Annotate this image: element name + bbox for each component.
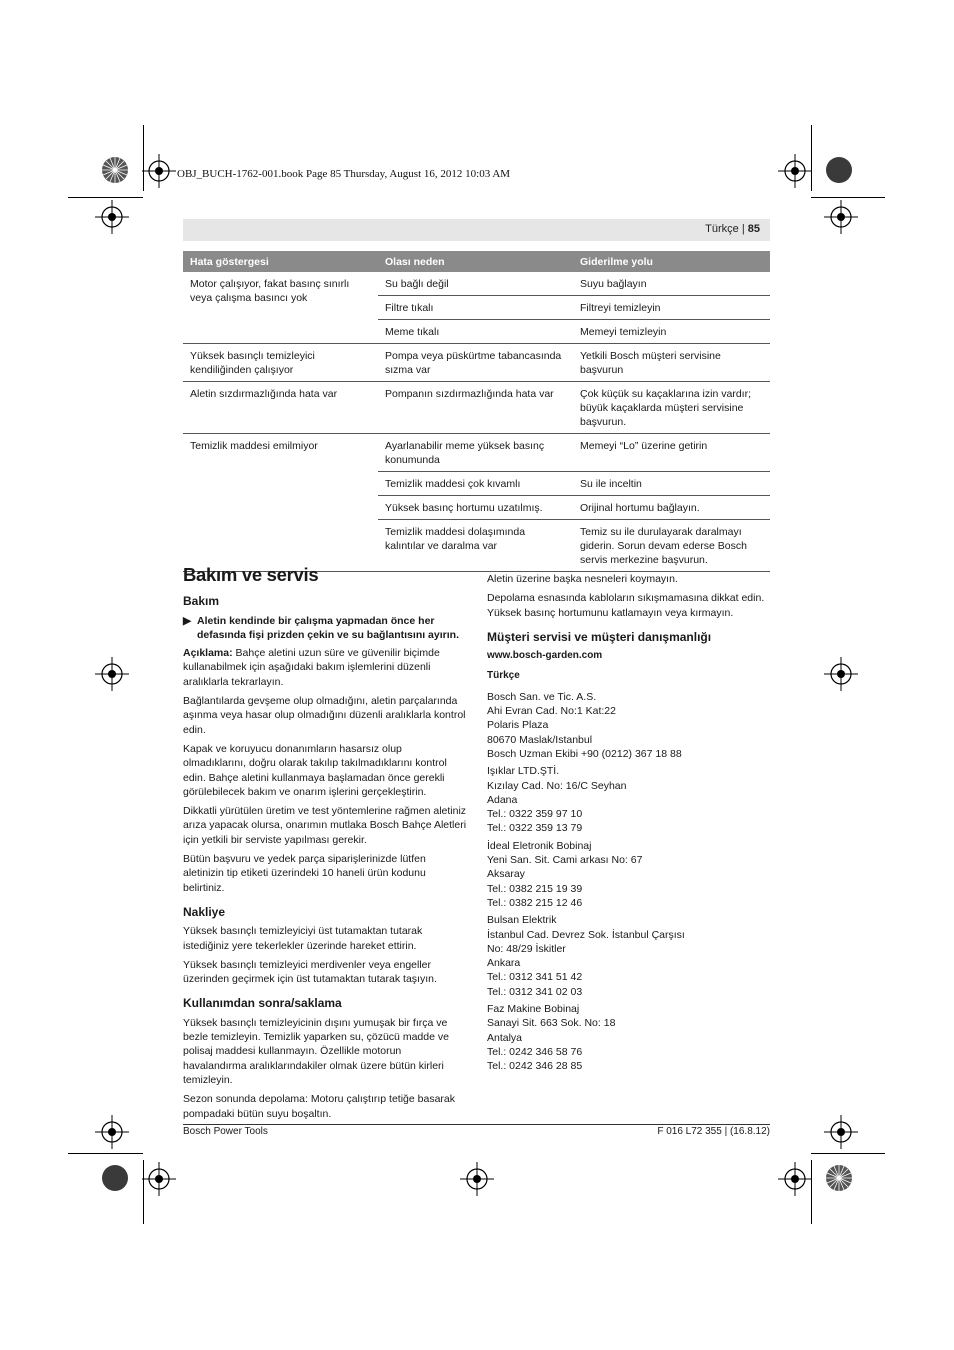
fix-cell: Filtreyi temizleyin — [573, 296, 770, 320]
column-header: Olası neden — [378, 251, 573, 272]
cause-cell: Pompa veya püskürtme tabancasında sızma var — [378, 344, 573, 382]
paragraph: Depolama esnasında kabloların sıkışmamasına dikkat edin. Yüksek basınç hortumunu katlamayın veya kırmayın. — [487, 592, 765, 619]
registration-target-icon — [142, 1162, 176, 1196]
address-line: İstanbul Cad. Devrez Sok. İstanbul Çarşısı — [487, 928, 685, 941]
registration-target-icon — [778, 154, 812, 188]
address-line: Polaris Plaza — [487, 719, 549, 732]
address-line: Tel.: 0312 341 02 03 — [487, 985, 583, 998]
fix-cell: Temiz su ile durulayarak daralmayı giderin. Sorun devam ederse Bosch servis merkezine başvurun. — [573, 520, 770, 572]
footer-divider — [183, 1124, 770, 1125]
symptom-cell: Motor çalışıyor, fakat basınç sınırlı veya çalışma basıncı yok — [190, 278, 350, 304]
address-block — [487, 690, 771, 761]
cause-cell: Pompanın sızdırmazlığında hata var — [378, 382, 573, 434]
address-line: Tel.: 0312 341 51 42 — [487, 971, 583, 984]
paragraph: Bağlantılarda gevşeme olup olmadığını, aletin parçalarında aşınma veya hasar olup olmadığını düzenli aralıklarla kontrol edin. — [183, 695, 466, 736]
address-line: Faz Makine Bobinaj — [487, 1003, 580, 1016]
kullanim-heading: Kullanımdan sonra/saklama — [183, 996, 342, 1011]
address-line: Tel.: 0322 359 97 10 — [487, 808, 583, 821]
footer-brand: Bosch Power Tools — [183, 1126, 268, 1137]
address-line: Tel.: 0322 359 13 79 — [487, 822, 583, 835]
fix-cell: Su ile inceltin — [573, 472, 770, 496]
page-header — [183, 219, 770, 241]
symptom-cell: Yüksek basınçlı temizleyici kendiliğinden çalışıyor — [183, 344, 378, 382]
starburst-target-icon — [825, 1164, 853, 1192]
table-row — [183, 272, 770, 296]
registration-target-icon — [142, 154, 176, 188]
column-header: Hata göstergesi — [183, 251, 378, 272]
registration-target-icon — [460, 1162, 494, 1196]
address-line: No: 48/29 İskitler — [487, 942, 566, 955]
service-heading: Müşteri servisi ve müşteri danışmanlığı — [487, 629, 712, 644]
table-row — [183, 434, 770, 472]
cause-cell: Ayarlanabilir meme yüksek basınç konumunda — [378, 434, 573, 472]
left-column — [183, 564, 467, 1126]
registration-target-icon — [95, 200, 129, 234]
paragraph: Aletin üzerine başka nesneleri koymayın. — [487, 573, 678, 585]
symptom-cell: Temizlik maddesi emilmiyor — [183, 434, 378, 572]
address-line: Sanayi Sit. 663 Sok. No: 18 — [487, 1017, 616, 1030]
cause-cell: Temizlik maddesi çok kıvamlı — [378, 472, 573, 496]
fix-cell: Suyu bağlayın — [580, 278, 647, 290]
address-line: Yeni San. Sit. Cami arkası No: 67 — [487, 854, 643, 867]
address-block — [487, 1002, 771, 1073]
table-row — [183, 344, 770, 382]
fix-cell: Memeyi “Lo” üzerine getirin — [573, 434, 770, 472]
address-line: Adana — [487, 793, 518, 806]
address-line: Kızılay Cad. No: 16/C Seyhan — [487, 779, 627, 792]
address-line: Bulsan Elektrik — [487, 914, 557, 927]
troubleshooting-table — [183, 251, 770, 572]
address-line: Tel.: 0242 346 28 85 — [487, 1060, 583, 1073]
header-separator: | — [741, 223, 745, 235]
address-line: Tel.: 0382 215 12 46 — [487, 896, 583, 909]
cause-cell: Su bağlı değil — [385, 278, 449, 290]
warning-text: Aletin kendinde bir çalışma yapmadan önce her defasında fişi prizden çekin ve su bağlantısını ayırın. — [197, 614, 459, 641]
section-title: Bakım ve servis — [183, 564, 319, 585]
address-line: Tel.: 0242 346 58 76 — [487, 1045, 583, 1058]
aciklama-label: Açıklama: — [183, 647, 233, 660]
registration-target-icon — [95, 1115, 129, 1149]
address-line: Tel.: 0382 215 19 39 — [487, 882, 583, 895]
table-row — [183, 382, 770, 434]
address-line: İdeal Eletronik Bobinaj — [487, 839, 592, 852]
address-list — [487, 690, 771, 1074]
fix-cell: Çok küçük su kaçaklarına izin vardır; büyük kaçaklarda müşteri servisine başvurun. — [573, 382, 770, 434]
page-number: 85 — [747, 223, 760, 235]
aciklama-paragraph — [183, 646, 467, 689]
symptom-cell: Aletin sızdırmazlığında hata var — [183, 382, 378, 434]
registration-target-icon — [824, 657, 858, 691]
starburst-target-icon — [101, 156, 129, 184]
website-link[interactable]: www.bosch-garden.com — [487, 650, 603, 662]
address-line: 80670 Maslak/Istanbul — [487, 733, 593, 746]
safety-warning — [183, 614, 467, 643]
bakim-heading: Bakım — [183, 594, 220, 609]
paragraph: Yüksek basınçlı temizleyici merdivenler veya engeller üzerinden geçirmek için üst tutamaktan tutarak taşıyın. — [183, 958, 437, 986]
nakliye-heading: Nakliye — [183, 904, 226, 919]
column-header: Giderilme yolu — [573, 251, 770, 272]
paragraph: Yüksek basınçlı temizleyicinin dışını yumuşak bir fırça ve bezle temizleyin. Temizlik yaparken su, çözücü madde ve polisaj maddesi kullanmayın. Özellikle motorun havalandırma aralıklarındakiler olmak üzere bütün kirleri temizleyin. — [183, 1016, 449, 1086]
fix-cell: Orijinal hortumu bağlayın. — [573, 496, 770, 520]
cause-cell: Temizlik maddesi dolaşımında kalıntılar ve daralma var — [378, 520, 573, 572]
registration-target-icon — [778, 1162, 812, 1196]
arrow-bullet-icon: ▶ — [183, 614, 192, 627]
table-header-row — [183, 251, 770, 272]
address-line: Bosch Uzman Ekibi +90 (0212) 367 18 88 — [487, 747, 682, 760]
address-line: Antalya — [487, 1031, 523, 1044]
right-column — [487, 572, 771, 1077]
dark-circle-icon — [825, 156, 853, 184]
registration-target-icon — [95, 657, 129, 691]
header-language: Türkçe — [705, 223, 739, 235]
country-label: Türkçe — [487, 670, 520, 682]
registration-target-icon — [824, 200, 858, 234]
address-line: Işıklar LTD.ŞTİ. — [487, 765, 560, 778]
paragraph: Kapak ve koruyucu donanımların hasarsız olup olmadıklarını, doğru olarak takılıp takılmadıklarını kontrol edin. Bahçe aletini kullanmaya başlamadan önce gerekli görülebilecek bakım ve onarım işlerini gerçekleştirin. — [183, 742, 447, 798]
printer-slug: OBJ_BUCH-1762-001.book Page 85 Thursday, August 16, 2012 10:03 AM — [177, 168, 511, 180]
paragraph: Dikkatli yürütülen üretim ve test yöntemlerine rağmen aletiniz arıza yapacak olursa, onarımın mutlaka Bosch Bahçe Aletleri için yetkili bir serviste yapılması gerekir. — [183, 805, 467, 846]
address-line: Aksaray — [487, 868, 525, 881]
registration-target-icon — [824, 1115, 858, 1149]
paragraph: Sezon sonunda depolama: Motoru çalıştırıp tetiğe basarak pompadaki bütün suyu boşaltın. — [183, 1093, 455, 1120]
cause-cell: Filtre tıkalı — [378, 296, 573, 320]
paragraph: Bütün başvuru ve yedek parça siparişlerinizde lütfen aletinizin tip etiketi üzerindeki 10 haneli ürün kodunu belirtiniz. — [183, 853, 426, 894]
address-line: Bosch San. ve Tic. A.S. — [487, 690, 597, 703]
footer-doc-code: F 016 L72 355 | (16.8.12) — [657, 1126, 770, 1137]
header-text — [705, 223, 760, 235]
address-line: Ahi Evran Cad. No:1 Kat:22 — [487, 705, 616, 718]
cause-cell: Meme tıkalı — [378, 320, 573, 344]
fix-cell: Yetkili Bosch müşteri servisine başvurun — [573, 344, 770, 382]
fix-cell: Memeyi temizleyin — [573, 320, 770, 344]
dark-circle-icon — [101, 1164, 129, 1192]
address-block — [487, 764, 771, 835]
address-block — [487, 913, 771, 999]
aciklama-text: Bahçe aletini uzun süre ve güvenilir biçimde kullanabilmek için aşağıdaki bakım işlemlerini düzenli aralıklarla tekrarlayın. — [183, 647, 440, 688]
cause-cell: Yüksek basınç hortumu uzatılmış. — [378, 496, 573, 520]
address-line: Ankara — [487, 957, 521, 970]
address-block — [487, 839, 771, 910]
paragraph: Yüksek basınçlı temizleyiciyi üst tutamaktan tutarak istediğiniz yere tekerlekler üzerinde hareket ettirin. — [183, 925, 423, 952]
